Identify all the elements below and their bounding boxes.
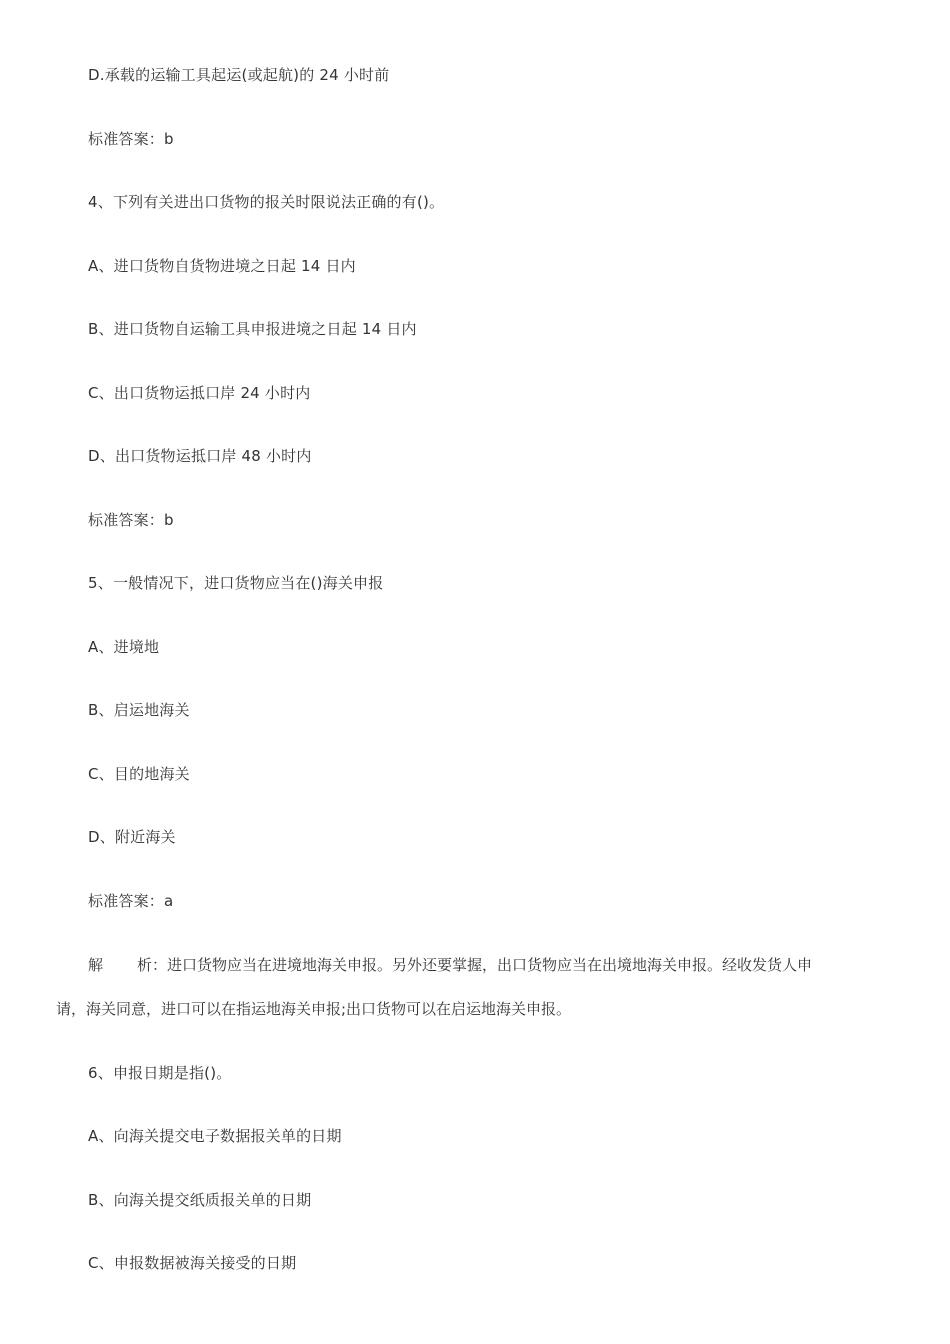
- answer-q5: 标准答案：a: [88, 892, 174, 910]
- question-6: 6、申报日期是指()。: [88, 1064, 232, 1082]
- answer-q4: 标准答案：b: [88, 511, 174, 529]
- option-a-q4: A、进口货物自货物进境之日起 14 日内: [88, 257, 356, 275]
- option-b-q5: B、启运地海关: [88, 701, 190, 719]
- option-a-q6: A、向海关提交电子数据报关单的日期: [88, 1127, 342, 1145]
- option-d-q5: D、附近海关: [88, 828, 176, 846]
- analysis-label-part2: 析：: [137, 956, 168, 974]
- analysis-label-part1: 解: [88, 956, 104, 974]
- option-a-q5: A、进境地: [88, 638, 160, 656]
- answer-q3: 标准答案：b: [88, 130, 174, 148]
- question-4: 4、下列有关进出口货物的报关时限说法正确的有()。: [88, 193, 445, 211]
- option-c-q4: C、出口货物运抵口岸 24 小时内: [88, 384, 311, 402]
- analysis-text-line1: 进口货物应当在进境地海关申报。另外还要掌握，出口货物应当在出境地海关申报。经收发货人申: [167, 956, 813, 974]
- option-b-q4: B、进口货物自运输工具申报进境之日起 14 日内: [88, 320, 417, 338]
- option-c-q6: C、申报数据被海关接受的日期: [88, 1254, 297, 1272]
- option-d-q3: D.承载的运输工具起运(或起航)的 24 小时前: [88, 66, 390, 84]
- option-b-q6: B、向海关提交纸质报关单的日期: [88, 1191, 312, 1209]
- analysis-first-line: [56, 955, 896, 975]
- analysis-text-line2: 请，海关同意，进口可以在指运地海关申报;出口货物可以在启运地海关申报。: [56, 1000, 572, 1018]
- option-d-q4: D、出口货物运抵口岸 48 小时内: [88, 447, 312, 465]
- question-5: 5、一般情况下，进口货物应当在()海关申报: [88, 574, 384, 592]
- option-c-q5: C、目的地海关: [88, 765, 190, 783]
- analysis-paragraph: [56, 955, 896, 1019]
